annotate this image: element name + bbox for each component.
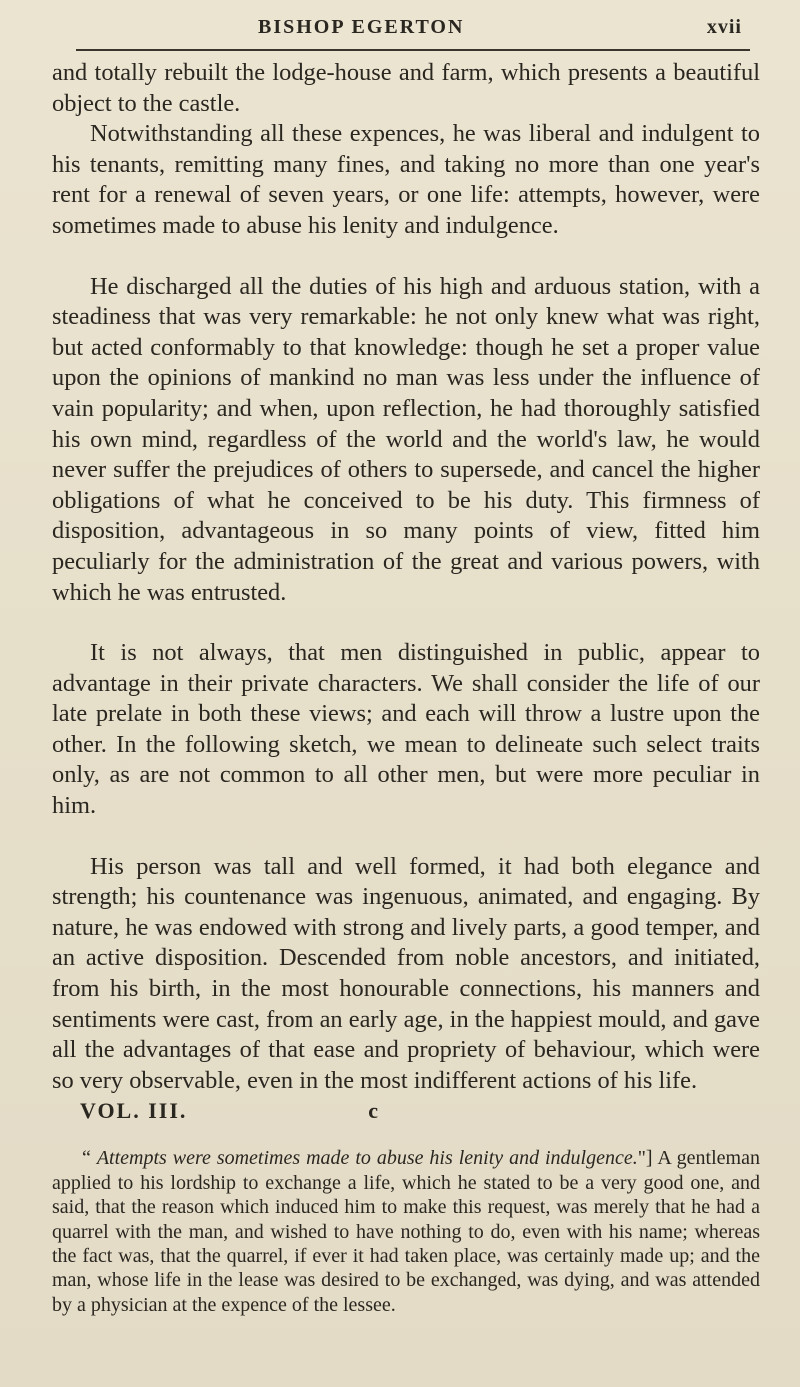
signature-line xyxy=(52,1096,760,1126)
running-head xyxy=(52,0,760,58)
footnote xyxy=(52,1146,760,1317)
paragraph-duties: He discharged all the duties of his high and arduous station, with a steadiness that was very remarkable: he not only knew what was right, but acted conformably to that knowledge: though he set a proper value upon the opinions of mankind no man was less under the influence of vain popularity; and when, upon reflection, he had thoroughly satisfied his own mind, regardless of the world and the world's law, he would never suffer the prejudices of others to supersede, and cancel the higher obligations of what he conceived to be his duty. This firmness of disposition, advantageous in so many points of view, fitted him peculiarly for the administration of the great and various powers, with which he was entrusted. xyxy=(52,272,760,606)
page-number: xvii xyxy=(706,16,742,38)
header-rule xyxy=(76,49,750,51)
paragraph-person: His person was tall and well formed, it had both elegance and strength; his countenance was ingenuous, animated, and engaging. By nature, he was endowed with strong and lively parts, a good temper, and an active disposition. Descended from noble ancestors, and initiated, from his birth, in the most honourable connections, his manners and sentiments were cast, from an early age, in the happiest mould, and gave all the advantages of that ease and propriety of behaviour, which were so very observable, even in the most indifferent actions of his life. xyxy=(52,852,760,1094)
footnote-text: "] A gentleman applied to his lordship to exchange a life, which he stated to be a very good one, and said, that the reason which induced him to make this request, was merely that he had a quarrel with the man, and wished to have nothing to do, even with his name; whereas the fact was, that the quarrel, if ever it had taken place, was certainly made up; and the man, whose life in the lease was desired to be exchanged, was dying, and was attended by a physician at the expence of the lessee. xyxy=(52,1147,760,1316)
paragraph-private-character: It is not always, that men distinguished in public, appear to advantage in their private characters. We shall consider the life of our late prelate in both these views; and each will throw a lustre upon the other. In the following sketch, we mean to delineate such select traits only, as are not common to all other men, but were more peculiar in him. xyxy=(52,639,760,820)
paragraph-expences: Notwithstanding all these expences, he was liberal and indulgent to his tenants, remitting many fines, and taking no more than one year's rent for a renewal of seven years, or one life: attempts, however, were sometimes made to abuse his lenity and indulgence. xyxy=(52,120,760,239)
footnote-open-quote: “ xyxy=(82,1147,97,1170)
volume-label: VOL. III. xyxy=(80,1098,188,1124)
body-text xyxy=(52,58,760,1096)
signature-mark: c xyxy=(368,1098,380,1124)
paragraph-continuation: and totally rebuilt the lodge-house and farm, which presents a beautiful object to the castle. xyxy=(52,59,760,117)
footnote-quote: Attempts were sometimes made to abuse his lenity and indulgence. xyxy=(96,1147,638,1170)
running-title: BISHOP EGERTON xyxy=(258,16,465,38)
